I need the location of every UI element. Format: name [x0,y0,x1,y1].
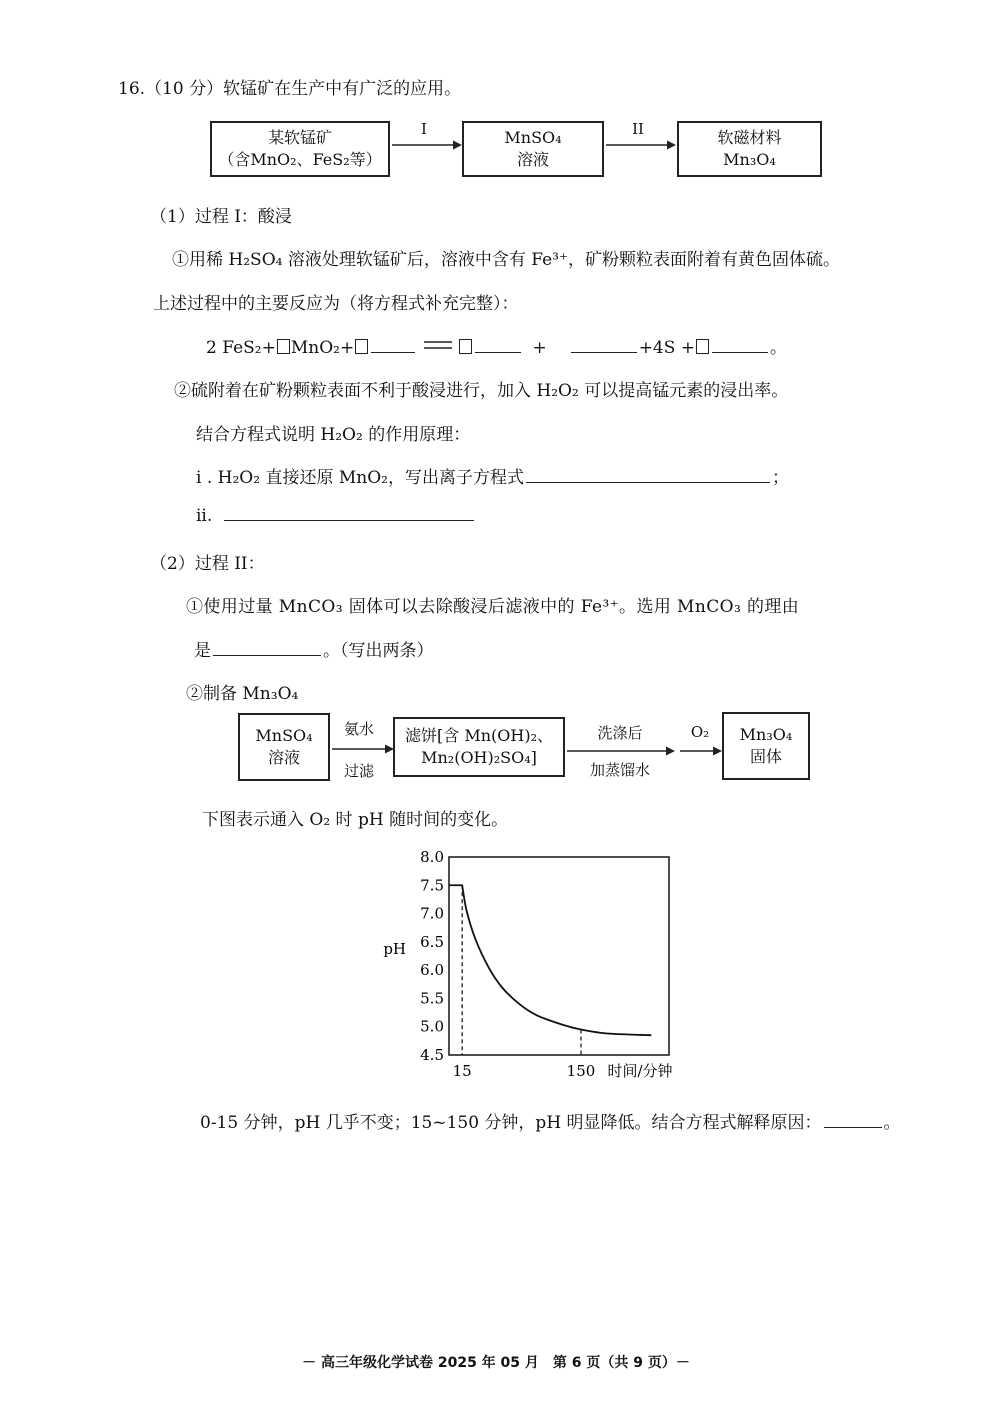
flow2-arrow2 [567,744,675,758]
equation-row [206,333,787,358]
sub-i-answer-blank[interactable] [526,481,770,483]
chart-intro: 下图表示通入 O₂ 时 pH 随时间的变化。 [202,810,509,830]
y-axis-label: pH [383,940,406,958]
eq-plus1: + [532,338,547,358]
part2-q1-line2 [194,636,434,661]
flow1-arrow2-label: II [632,120,644,138]
flow1-arrow2 [606,138,676,152]
x-axis-ticks [453,1062,596,1080]
y-tick-label: 8.0 [420,848,444,866]
eq-4s: +4S + [638,338,696,358]
flow2-box-filtercake-line2: Mn₂(OH)₂SO₄] [421,748,537,767]
flow1-arrow1 [392,138,462,152]
y-tick-label: 5.0 [420,1017,444,1036]
flow2-box-mn3o4-line1: Mn₃O₄ [739,725,793,745]
part1-sub-i [196,463,789,488]
flow1-box-ore-line2: （含MnO₂、FeS₂等） [218,150,382,169]
flow2-arrow2-bottom: 加蒸馏水 [589,761,650,779]
final-answer-blank[interactable] [824,1126,882,1128]
flow1-box-mnso4-line2: 溶液 [516,150,549,169]
product-blank-1[interactable] [475,351,521,353]
q1-line2-b: 。（写出两条） [323,641,434,661]
y-tick-label: 5.5 [420,989,444,1008]
coef-blank-3[interactable] [459,339,472,354]
part1-sub-ii [196,506,476,526]
y-tick-label: 6.0 [420,961,444,980]
sub-i-text: i . H₂O₂ 直接还原 MnO₂，写出离子方程式 [196,468,524,488]
y-axis-ticks [420,848,444,1064]
flow1-box-mn3o4 [677,121,822,177]
part1-heading: （1）过程 I：酸浸 [150,207,292,227]
part1-q1-line2: 上述过程中的主要反应为（将方程式补充完整）： [153,294,519,314]
coef-blank-2[interactable] [355,339,368,354]
y-tick-label: 7.0 [420,904,444,923]
flow1-box-ore-line1: 某软锰矿 [267,128,332,148]
flow1-arrow1-label: I [421,120,427,138]
sub-ii-text: ii. [196,506,213,526]
final-end: 。 [883,1113,901,1133]
flow1-box-ore [210,121,390,177]
mnco3-reason-blank[interactable] [213,654,321,656]
sub-ii-answer-blank[interactable] [224,519,474,521]
final-question-text: 0-15 分钟，pH 几乎不变；15~150 分钟，pH 明显降低。结合方程式解释原因： [200,1113,822,1133]
question-title: 16.（10 分）软锰矿在生产中有广泛的应用。 [118,79,462,99]
reactant-blank[interactable] [371,351,415,353]
page-footer: － 高三年级化学试卷 2025 年 05 月 第 6 页（共 9 页）－ [302,1355,690,1371]
flow2-box-mnso4-line2: 溶液 [267,748,300,767]
ph-curve [449,885,651,1035]
flow1-box-mn3o4-line2: Mn₃O₄ [723,150,776,169]
flow2-arrow2-top: 洗涤后 [597,724,643,742]
eq-end: 。 [770,338,788,358]
flow1-box-mn3o4-line1: 软磁材料 [717,128,782,148]
x-tick-label: 15 [452,1062,472,1080]
product-blank-3[interactable] [712,351,768,353]
flow2-box-mnso4 [238,713,330,781]
q1-line2-a: 是 [194,641,211,661]
sub-i-end: ； [771,468,789,488]
y-tick-label: 6.5 [420,932,444,951]
part1-q2-line1: ②硫附着在矿粉颗粒表面不利于酸浸进行，加入 H₂O₂ 可以提高锰元素的浸出率。 [174,381,789,401]
flow2-box-filtercake [393,717,565,777]
flow2-arrow3 [680,744,722,758]
coef-blank-1[interactable] [277,339,290,354]
reference-lines [462,885,581,1055]
flow2-box-filtercake-line1: 滤饼[含 Mn(OH)₂、 [405,726,553,746]
flow2-arrow1 [332,742,394,756]
part2-heading: （2）过程 II： [150,554,265,574]
equals-sign [423,339,453,351]
final-question [200,1108,901,1133]
flow1-box-mnso4 [462,121,604,177]
part1-q2-line2: 结合方程式说明 H₂O₂ 的作用原理： [196,425,471,445]
flow2-box-mn3o4 [722,712,810,780]
part2-q2-heading: ②制备 Mn₃O₄ [186,684,299,704]
coef-blank-4[interactable] [696,339,709,354]
flow2-box-mn3o4-line2: 固体 [749,747,782,766]
eq-mno2: MnO₂+ [290,338,355,358]
part1-q1-line1: ①用稀 H₂SO₄ 溶液处理软锰矿后，溶液中含有 Fe³⁺，矿粉颗粒表面附着有黄色固体硫。 [172,250,840,270]
x-axis-label: 时间/分钟 [607,1062,673,1080]
part2-q1-line1: ①使用过量 MnCO₃ 固体可以去除酸浸后滤液中的 Fe³⁺。选用 MnCO₃ 的理由 [186,597,800,617]
y-tick-label: 4.5 [420,1046,444,1064]
flow2-arrow1-top: 氨水 [343,720,374,738]
flow2-box-mnso4-line1: MnSO₄ [255,726,313,746]
eq-start: 2 FeS₂+ [206,338,276,358]
flow1-box-mnso4-line1: MnSO₄ [504,128,562,148]
flow2-arrow1-bottom: 过滤 [343,762,374,780]
y-tick-label: 7.5 [420,876,444,895]
ph-time-chart [380,840,700,1090]
x-tick-label: 150 [566,1062,596,1080]
product-blank-2[interactable] [571,351,637,353]
flow2-arrow3-top: O₂ [690,723,710,741]
